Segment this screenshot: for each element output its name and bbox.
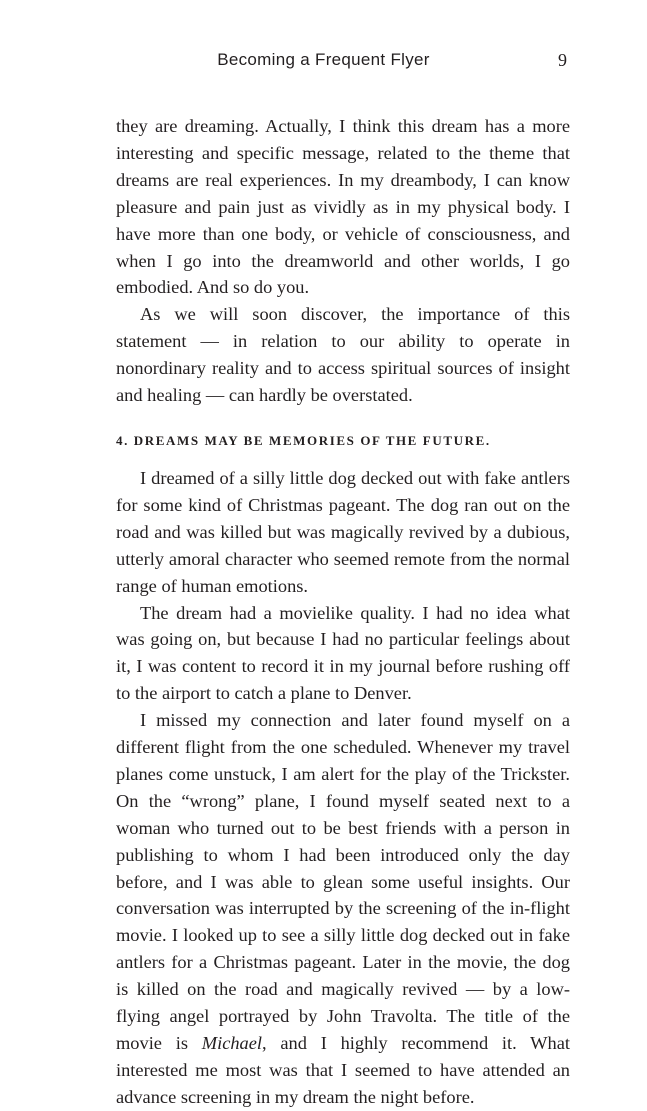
paragraph-3: I dreamed of a silly little dog decked out with fake antlers for some kind of Christmas pageant. The dog ran out on the road and was killed but was magically revived by a dubious, utterly amoral character who seemed remote from the normal range of human emotions. bbox=[116, 467, 570, 596]
paragraph-4: The dream had a movielike quality. I had no idea what was going on, but because I had no particular feelings about it, I was content to record it in my journal before rushing off to the airport to catch a plane to Denver. bbox=[116, 602, 570, 704]
body-text bbox=[116, 113, 570, 1111]
page-number: 9 bbox=[558, 50, 567, 70]
running-head bbox=[0, 48, 647, 72]
movie-title: Michael bbox=[201, 1033, 263, 1053]
paragraph-5-text-before: I missed my connection and later found myself on a different flight from the one scheduled. Whenever my travel planes come unstuck, I am alert for the play of the Trickster. On the “wrong” plane, I found myself seated next to a woman who turned out to be best friends with a person in publishing to whom I had been introduced only the day before, and I was able to glean some useful insights. Our conversation was interrupted by the screening of the in-flight movie. I looked up to see a silly little dog decked out in fake antlers for a Christmas pageant. Later in the movie, the dog is killed on the road and magically revived — by a low-flying angel portrayed by John Travolta. The title of the movie is bbox=[116, 710, 570, 1053]
running-title: Becoming a Frequent Flyer bbox=[217, 50, 430, 69]
section-heading: 4. DREAMS MAY BE MEMORIES OF THE FUTURE. bbox=[116, 432, 491, 448]
paragraph-5-text-after: , and I highly recommend it. What interested me most was that I seemed to have attended an advance screening in my dream the night before. bbox=[116, 1033, 570, 1107]
paragraph-5 bbox=[116, 707, 570, 1111]
paragraph-1: they are dreaming. Actually, I think this dream has a more interesting and specific message, related to the theme that dreams are real experiences. In my dreambody, I can know pleasure and pain just as vividly as in my physical body. I have more than one body, or vehicle of consciousness, and when I go into the dreamworld and other worlds, I go embodied. And so do you. bbox=[116, 116, 570, 298]
paragraph-2: As we will soon discover, the importance of this statement — in relation to our ability to operate in nonordinary reality and to access spiritual sources of insight and healing — can hardly be overstated. bbox=[116, 304, 570, 406]
